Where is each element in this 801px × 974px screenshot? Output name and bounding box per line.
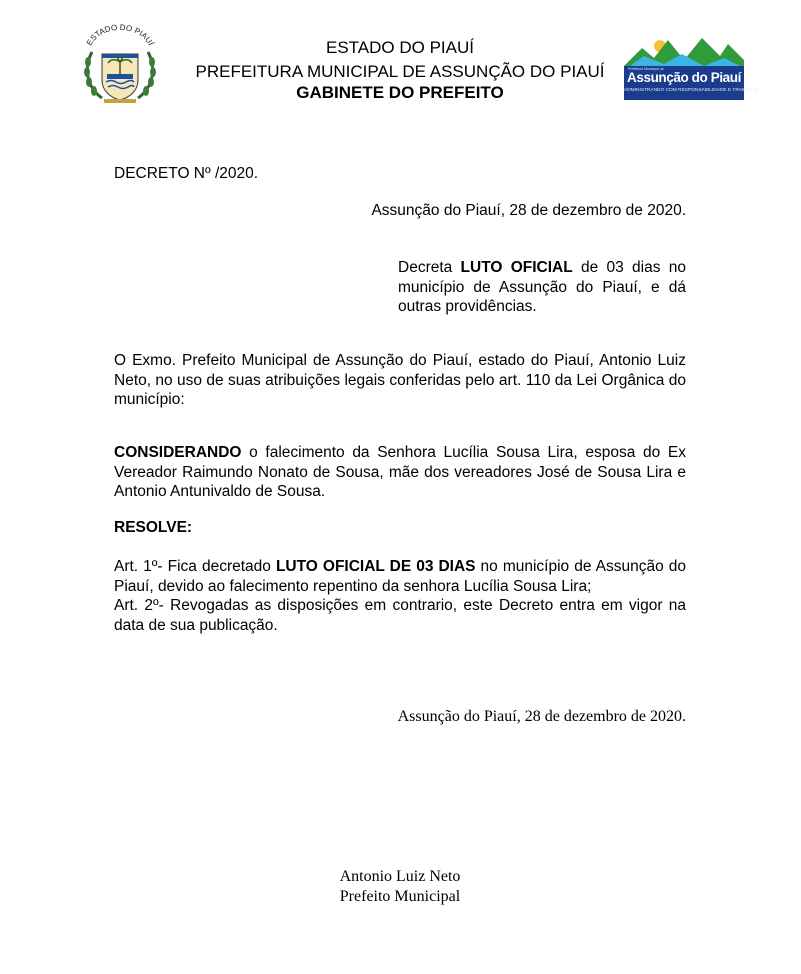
header-state: ESTADO DO PIAUÍ bbox=[326, 38, 474, 57]
considerando-label: CONSIDERANDO bbox=[114, 444, 242, 461]
article-1 bbox=[114, 557, 686, 596]
ementa-post: de 03 dias no município de Assunção do Piauí, e dá outras providências. bbox=[398, 259, 686, 315]
logo-subtitle: ADMINISTRANDO COM RESPONSABILIDADE E TRABALHO bbox=[624, 88, 759, 93]
decree-number: DECRETO Nº /2020. bbox=[114, 165, 259, 182]
date-bottom: Assunção do Piauí, 28 de dezembro de 2020. bbox=[397, 708, 686, 725]
coat-of-arms-icon bbox=[76, 22, 164, 106]
logo-title: Assunção do Piauí bbox=[627, 70, 741, 85]
header-prefecture: PREFEITURA MUNICIPAL DE ASSUNÇÃO DO PIAUÍ bbox=[195, 62, 605, 81]
signature-name: Antonio Luiz Neto bbox=[339, 868, 461, 885]
considerando-text: o falecimento da Senhora Lucília Sousa Lira, esposa do Ex Vereador Raimundo Nonato de Sousa, mãe dos vereadores José de Sousa Lira e Antonio Antunivaldo de Sousa. bbox=[114, 444, 686, 500]
svg-text:ESTADO DO PIAUÍ bbox=[85, 23, 156, 48]
preamble: O Exmo. Prefeito Municipal de Assunção do Piauí, estado do Piauí, Antonio Luiz Neto, no uso de suas atribuições legais conferidas pelo art. 110 da Lei Orgânica do município: bbox=[114, 352, 686, 408]
resolve-heading: RESOLVE: bbox=[114, 519, 193, 536]
signature-title: Prefeito Municipal bbox=[339, 888, 461, 905]
ementa-pre: Decreta bbox=[398, 259, 461, 276]
logo-small-text: Prefeitura Municipal de bbox=[628, 67, 664, 71]
ementa-bold: LUTO OFICIAL bbox=[460, 259, 573, 276]
considerando-paragraph bbox=[114, 443, 686, 502]
state-coat-of-arms bbox=[76, 22, 164, 106]
article-2: Art. 2º- Revogadas as disposições em contrario, este Decreto entra em vigor na data de sua publicação. bbox=[114, 597, 686, 634]
header-cabinet: GABINETE DO PREFEITO bbox=[296, 83, 504, 102]
articles bbox=[114, 557, 686, 635]
art1-pre: Art. 1º- Fica decretado bbox=[114, 558, 276, 575]
municipal-logo bbox=[624, 30, 759, 100]
mountains-logo-icon bbox=[624, 30, 744, 70]
art1-post: no município de Assunção do Piauí, devido ao falecimento repentino da senhora Lucília Sousa Lira; bbox=[114, 558, 686, 595]
seal-text: ESTADO DO PIAUÍ bbox=[84, 22, 156, 47]
art1-bold: LUTO OFICIAL DE 03 DIAS bbox=[275, 558, 476, 575]
date-top: Assunção do Piauí, 28 de dezembro de 2020. bbox=[371, 202, 686, 219]
ementa bbox=[398, 258, 686, 317]
